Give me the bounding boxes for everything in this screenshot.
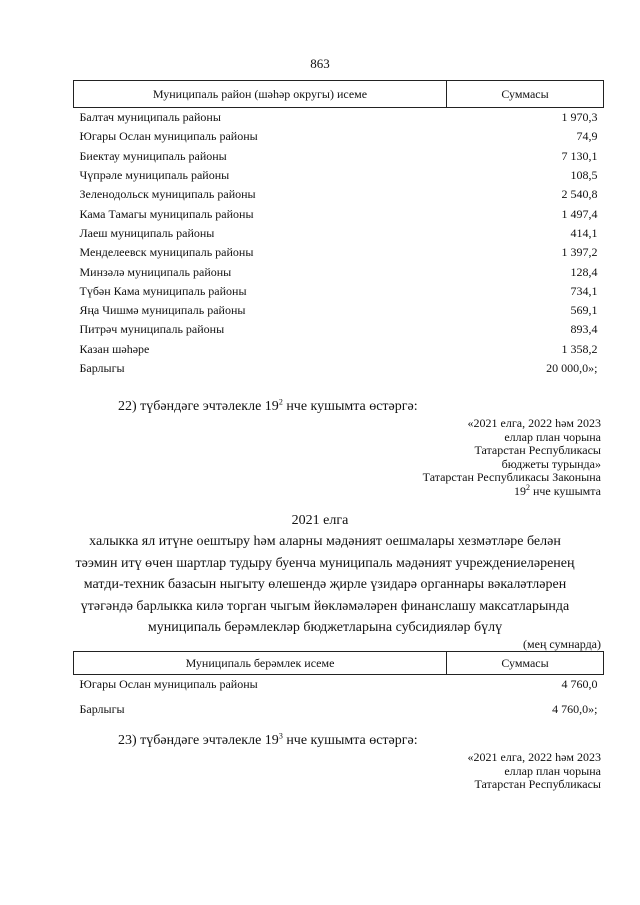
row-value: 1 497,4: [561, 206, 598, 221]
address-block-23: [468, 751, 601, 792]
row-name: Биектау муниципаль районы: [79, 148, 227, 163]
table-row: [74, 243, 604, 262]
row-name: Югары Ослан муниципаль районы: [79, 129, 258, 144]
table-row: [74, 320, 604, 339]
row-name: Яңа Чишмә муниципаль районы: [79, 303, 246, 318]
row-name: Балтач муниципаль районы: [79, 110, 221, 125]
table-row: [74, 204, 604, 223]
year-title: 2021 елга: [291, 513, 349, 528]
address-appendix-number: 19: [513, 483, 526, 498]
table-row: [74, 166, 604, 185]
table-row: [74, 147, 604, 166]
row-name: Зеленодольск муниципаль районы: [79, 187, 256, 202]
item-22-sup: 2: [278, 397, 283, 407]
table-row: [74, 340, 604, 359]
item-23-prefix: 23) түбәндәге эчтәлекле 19: [118, 733, 279, 748]
total-value: 4 760,0»;: [552, 702, 598, 717]
page-number: 863: [310, 56, 330, 71]
table1-header-name: Муниципаль район (шәһәр округы) исеме: [74, 81, 447, 108]
item-23-sup: 3: [278, 731, 283, 741]
row-value: 74,9: [576, 129, 598, 144]
row-name: Лаеш муниципаль районы: [79, 225, 215, 240]
table2-header-sum: Суммасы: [447, 652, 604, 675]
heading-line: матди-техник базасын ныгыту өлешендә җирле үзидарә органнары вәкаләтләрен: [83, 577, 567, 592]
row-name: Менделеевск муниципаль районы: [79, 245, 254, 260]
row-value: 1 358,2: [561, 341, 598, 356]
item-22-text: [118, 399, 418, 415]
unit-label: (мең сумнарда): [523, 637, 601, 651]
address-block-22: [423, 417, 601, 498]
address-line: еллар план чорына: [504, 429, 601, 444]
table-row: [74, 675, 604, 695]
subsidy-table-1: [73, 80, 604, 378]
row-value: 2 540,8: [561, 187, 598, 202]
row-value: 7 130,1: [561, 148, 598, 163]
total-label: Барлыгы: [79, 702, 125, 717]
heading-line: үтәгәндә барлыкка килә торган чыгым йөкләмәләрен финанслашу максатларында: [80, 598, 570, 614]
row-name: Питрәч муниципаль районы: [79, 322, 225, 337]
table-total-row: [74, 359, 604, 378]
row-value: 128,4: [570, 264, 598, 279]
table2-header-name: Муниципаль берәмлек исеме: [74, 652, 447, 675]
row-value: 4 760,0: [561, 677, 598, 692]
total-label: Барлыгы: [79, 361, 125, 375]
item-22-suffix: нче кушымта өстәргә:: [282, 399, 418, 414]
address-line: «2021 елга, 2022 һәм 2023: [467, 416, 601, 430]
address-appendix-suffix: нче кушымта: [529, 483, 601, 498]
table-row: [74, 282, 604, 301]
total-value: 20 000,0»;: [546, 361, 598, 375]
address-line: еллар план чорына: [504, 763, 601, 778]
address-line: Татарстан Республикасы Законына: [422, 470, 601, 484]
row-value: 108,5: [570, 168, 598, 183]
row-value: 1 970,3: [561, 110, 598, 125]
row-name: Кама Тамагы муниципаль районы: [79, 206, 254, 221]
address-line: бюджеты турында»: [501, 456, 601, 471]
table-total-row: [74, 694, 604, 719]
row-value: 893,4: [570, 322, 598, 337]
row-name: Казан шәһәре: [79, 341, 150, 356]
row-name: Югары Ослан муниципаль районы: [79, 677, 258, 692]
item-23-suffix: нче кушымта өстәргә:: [282, 733, 418, 748]
row-name: Минзәлә муниципаль районы: [79, 264, 232, 279]
heading-line: муниципаль берәмлекләр бюджетларына субсидияләр бүлү: [147, 620, 503, 635]
row-value: 734,1: [570, 283, 598, 298]
section-heading: [60, 531, 590, 639]
address-line: «2021 елга, 2022 һәм 2023: [467, 750, 601, 764]
address-line: Татарстан Республикасы: [474, 777, 601, 791]
table-row: [74, 262, 604, 281]
table-row: [74, 301, 604, 320]
heading-line: тәэмин итү өчен шартлар тудыру буенча муниципаль мәдәният учреждениеләренең: [75, 555, 575, 571]
row-value: 569,1: [570, 303, 598, 318]
address-line: Татарстан Республикасы: [474, 443, 601, 457]
row-value: 1 397,2: [561, 245, 598, 260]
heading-line: халыкка ял итүне оештыру һәм аларны мәдәният оешмалары хезмәтләре белән: [89, 534, 561, 549]
table-row: [74, 224, 604, 243]
row-name: Чүпрәле муниципаль районы: [79, 168, 230, 183]
item-23-text: [118, 733, 418, 749]
address-line: [423, 482, 601, 499]
subsidy-table-2: [73, 651, 604, 720]
table-row: [74, 127, 604, 146]
row-value: 414,1: [570, 225, 598, 240]
table-row: [74, 185, 604, 204]
item-22-prefix: 22) түбәндәге эчтәлекле 19: [118, 399, 279, 414]
table-row: [74, 108, 604, 128]
row-name: Түбән Кама муниципаль районы: [79, 283, 247, 298]
address-appendix-sup: 2: [525, 482, 530, 492]
table1-header-sum: Суммасы: [447, 81, 604, 108]
